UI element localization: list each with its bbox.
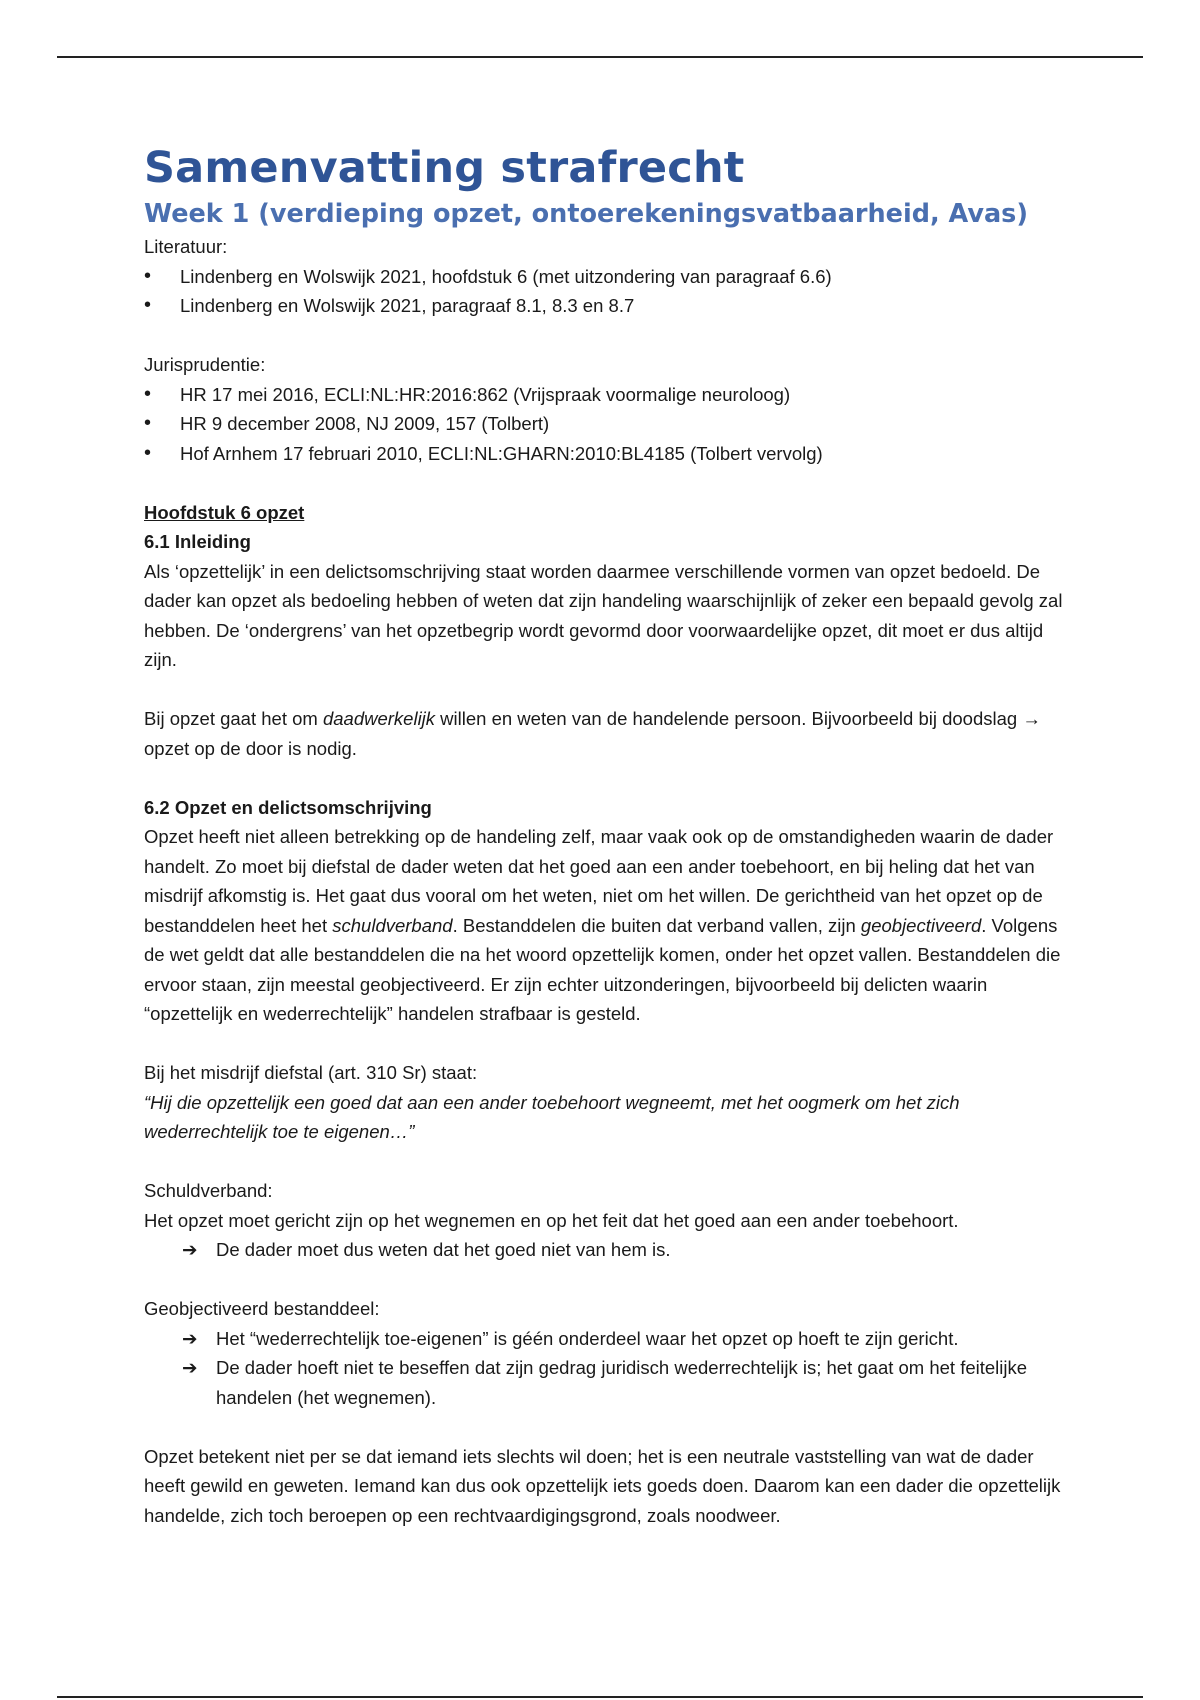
literatuur-label: Literatuur: xyxy=(144,236,228,257)
arrow-icon: ➔ xyxy=(182,1357,198,1378)
section-6-1-paragraph-2: Bij opzet gaat het om daadwerkelijk willen en weten van de handelende persoon. Bijvoorbeeld bij doodslag → opzet op de door is nodig. xyxy=(144,708,1041,759)
arrow-icon: ➔ xyxy=(182,1239,198,1260)
section-6-2-paragraph-1: Opzet heeft niet alleen betrekking op de handeling zelf, maar vaak ook op de omstandigheden waarin de dader handelt. Zo moet bij diefstal de dader weten dat het goed aan een ander toebehoort, en bij heling dat het van misdrijf afkomstig is. Het gaat dus vooral om het weten, niet om het willen. De gerichtheid van het opzet op de bestanddelen heet het schuldverband. Bestanddelen die buiten dat verband vallen, zijn geobjectiveerd. Volgens de wet geldt dat alle bestanddelen die na het woord opzettelijk komen, onder het opzet vallen. Bestanddelen die ervoor staan, zijn meestal geobjectiveerd. Er zijn echter uitzonderingen, bijvoorbeeld bij delicten waarin “opzettelijk en wederrechtelijk” handelen strafbaar is gesteld. xyxy=(144,826,1061,1024)
diefstal-quote: “Hij die opzettelijk een goed dat aan een ander toebehoort wegneemt, met het oogmerk om het zich wederrechtelijk toe te eigenen…” xyxy=(144,1091,960,1142)
document-page xyxy=(144,140,1064,1530)
diefstal-intro: Bij het misdrijf diefstal (art. 310 Sr) staat: xyxy=(144,1062,478,1083)
list-item: • Lindenberg en Wolswijk 2021, paragraaf 8.1, 8.3 en 8.7 xyxy=(144,291,1064,321)
document-subtitle: Week 1 (verdieping opzet, ontoerekeningsvatbaarheid, Avas) xyxy=(144,199,1028,229)
list-item: ➔ De dader hoeft niet te beseffen dat zijn gedrag juridisch wederrechtelijk is; het gaat om het feitelijke handelen (het wegnemen). xyxy=(144,1353,1064,1412)
list-item: • HR 17 mei 2016, ECLI:NL:HR:2016:862 (Vrijspraak voormalige neuroloog) xyxy=(144,380,1064,410)
section-6-1-paragraph-1: Als ‘opzettelijk’ in een delictsomschrijving staat worden daarmee verschillende vormen van opzet bedoeld. De dader kan opzet als bedoeling hebben of weten dat zijn handeling waarschijnlijk of zeker een bepaald gevolg zal hebben. De ‘ondergrens’ van het opzetbegrip wordt gevormd door voorwaardelijke opzet, dit moet er dus altijd zijn. xyxy=(144,560,1063,670)
section-6-2-heading: 6.2 Opzet en delictsomschrijving xyxy=(144,796,432,818)
bottom-rule xyxy=(57,1696,1143,1698)
jurisprudentie-list xyxy=(144,380,1064,469)
list-item: • Lindenberg en Wolswijk 2021, hoofdstuk 6 (met uitzondering van paragraaf 6.6) xyxy=(144,262,1064,292)
document-title: Samenvatting strafrecht xyxy=(144,143,745,193)
list-item: • HR 9 december 2008, NJ 2009, 157 (Tolbert) xyxy=(144,409,1064,439)
chapter-heading: Hoofdstuk 6 opzet xyxy=(144,501,305,523)
list-item: • Hof Arnhem 17 februari 2010, ECLI:NL:GHARN:2010:BL4185 (Tolbert vervolg) xyxy=(144,439,1064,469)
jurisprudentie-label: Jurisprudentie: xyxy=(144,354,266,375)
literatuur-list xyxy=(144,262,1064,321)
top-rule xyxy=(57,56,1143,58)
list-item: ➔ De dader moet dus weten dat het goed niet van hem is. xyxy=(144,1235,1064,1265)
schuldverband-label: Schuldverband: xyxy=(144,1180,273,1201)
geobjectiveerd-label: Geobjectiveerd bestanddeel: xyxy=(144,1298,380,1319)
arrow-icon: → xyxy=(1022,708,1041,729)
list-item: ➔ Het “wederrechtelijk toe-eigenen” is géén onderdeel waar het opzet op hoeft te zijn gericht. xyxy=(144,1324,1064,1354)
closing-paragraph: Opzet betekent niet per se dat iemand iets slechts wil doen; het is een neutrale vaststelling van wat de dader heeft gewild en geweten. Iemand kan dus ook opzettelijk iets goeds doen. Daarom kan een dader die opzettelijk handelde, zich toch beroepen op een rechtvaardigingsgrond, zoals noodweer. xyxy=(144,1445,1061,1526)
schuldverband-text: Het opzet moet gericht zijn op het wegnemen en op het feit dat het goed aan een ander toebehoort. xyxy=(144,1209,959,1231)
schuldverband-arrow-list xyxy=(144,1235,1064,1265)
section-6-1-heading: 6.1 Inleiding xyxy=(144,531,251,552)
geobjectiveerd-arrow-list xyxy=(144,1324,1064,1413)
arrow-icon: ➔ xyxy=(182,1327,198,1349)
